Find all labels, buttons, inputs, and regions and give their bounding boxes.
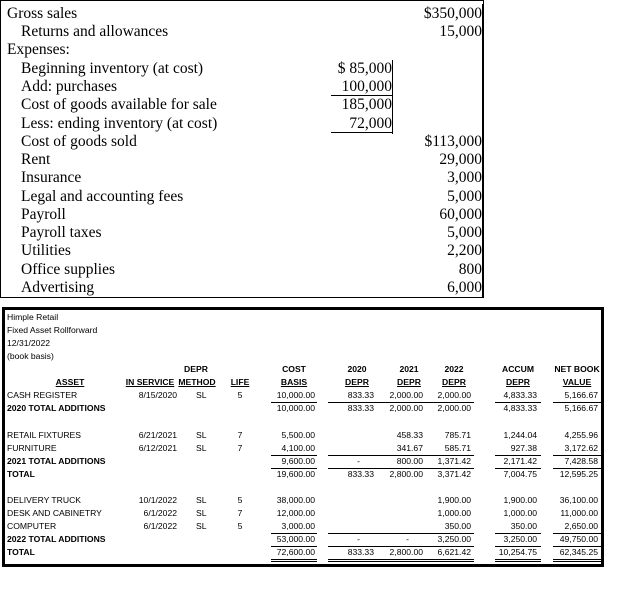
header-cost-top: COST <box>282 364 306 374</box>
header-2020-top: 2020 <box>347 364 367 374</box>
total-label: TOTAL <box>7 469 35 479</box>
advertising-label: Advertising <box>21 279 95 296</box>
cost-basis: 5,500.00 <box>281 430 315 440</box>
asset-name: COMPUTER <box>7 521 57 531</box>
gross-sales-amount: $350,000 <box>423 5 482 22</box>
report-date: 12/31/2022 <box>7 338 51 348</box>
depr-2022: 350.00 <box>444 521 471 531</box>
depr-2021: 2,800.00 <box>389 547 423 557</box>
depr-2022: 585.71 <box>444 443 471 453</box>
rent-amount: 29,000 <box>439 151 482 168</box>
utilities-amount: 2,200 <box>447 242 482 259</box>
asset-name: DELIVERY TRUCK <box>7 495 82 505</box>
depr-2021: - <box>406 534 409 544</box>
accum-depr: 10,254.75 <box>498 547 537 557</box>
life: 5 <box>237 390 243 400</box>
depr-2020: 833.33 <box>347 390 374 400</box>
net-book-value: 5,166.67 <box>564 403 598 413</box>
net-book-value: 5,166.67 <box>564 390 598 400</box>
purchases-amount: 100,000 <box>331 78 392 96</box>
net-book-value: 2,650.00 <box>564 521 598 531</box>
depr-2022: 1,371.42 <box>437 456 471 466</box>
method: SL <box>196 495 207 505</box>
header-life: LIFE <box>230 377 250 387</box>
method: SL <box>196 508 207 518</box>
header-2022: DEPR <box>442 377 466 387</box>
life: 7 <box>237 430 243 440</box>
depr-2020: - <box>357 456 360 466</box>
depr-2020: - <box>357 534 360 544</box>
net-book-value: 3,172.62 <box>564 443 598 453</box>
office-supplies-amount: 800 <box>458 261 482 278</box>
legal-amount: 5,000 <box>447 188 482 205</box>
subtotal-label: 2020 TOTAL ADDITIONS <box>7 403 106 413</box>
header-2021: DEPR <box>397 377 421 387</box>
header-2021-top: 2021 <box>399 364 419 374</box>
method: SL <box>196 443 207 453</box>
report-basis: (book basis) <box>7 351 54 361</box>
cost-basis: 72,600.00 <box>276 547 315 557</box>
accum-depr: 927.38 <box>510 443 537 453</box>
purchases-label: Add: purchases <box>21 78 117 95</box>
method: SL <box>196 390 207 400</box>
depr-2020: 833.33 <box>347 469 374 479</box>
accum-depr: 2,171.42 <box>503 456 537 466</box>
payroll-taxes-amount: 5,000 <box>447 224 482 241</box>
ending-inventory-amount: 72,000 <box>331 115 392 133</box>
double-underline <box>328 559 474 562</box>
depr-2021: 2,000.00 <box>389 390 423 400</box>
net-book-value: 36,100.00 <box>559 495 598 505</box>
gross-sales-label: Gross sales <box>7 5 78 22</box>
subtotal-label: 2021 TOTAL ADDITIONS <box>7 456 106 466</box>
expenses-label: Expenses: <box>7 41 70 58</box>
in-service-date: 8/15/2020 <box>138 390 177 400</box>
header-method: METHOD <box>178 377 216 387</box>
fixed-asset-rollforward <box>2 307 604 567</box>
header-asset: ASSET <box>55 377 85 387</box>
utilities-label: Utilities <box>21 242 71 259</box>
available-amount: 185,000 <box>341 96 392 113</box>
accum-depr: 4,833.33 <box>503 390 537 400</box>
depr-2022: 3,250.00 <box>437 534 471 544</box>
depr-2020: 833.33 <box>347 403 374 413</box>
header-nbv-top: NET BOOK <box>554 364 600 374</box>
net-book-value: 12,595.25 <box>559 469 598 479</box>
in-service-date: 6/1/2022 <box>143 508 177 518</box>
net-book-value: 4,255.96 <box>564 430 598 440</box>
rent-label: Rent <box>21 151 51 168</box>
in-service-date: 6/1/2022 <box>143 521 177 531</box>
cost-basis: 10,000.00 <box>276 390 315 400</box>
life: 5 <box>237 495 243 505</box>
header-accum: DEPR <box>506 377 530 387</box>
header-2020: DEPR <box>345 377 369 387</box>
legal-label: Legal and accounting fees <box>21 188 184 205</box>
insurance-label: Insurance <box>21 169 82 186</box>
depr-2022: 1,900.00 <box>437 495 471 505</box>
cost-basis: 19,600.00 <box>276 469 315 479</box>
cogs-amount: $113,000 <box>424 133 482 150</box>
payroll-label: Payroll <box>21 206 66 223</box>
header-in-service: IN SERVICE <box>125 377 175 387</box>
depr-2022: 1,000.00 <box>437 508 471 518</box>
depr-2022: 2,000.00 <box>437 390 471 400</box>
accum-depr: 3,250.00 <box>503 534 537 544</box>
returns-amount: 15,000 <box>439 23 482 40</box>
depr-2021: 458.33 <box>396 430 423 440</box>
method: SL <box>196 521 207 531</box>
accum-depr: 1,900.00 <box>503 495 537 505</box>
life: 7 <box>237 508 243 518</box>
accum-depr: 7,004.75 <box>503 469 537 479</box>
subtotal-label: 2022 TOTAL ADDITIONS <box>7 534 106 544</box>
payroll-amount: 60,000 <box>439 206 482 223</box>
in-service-date: 10/1/2022 <box>138 495 177 505</box>
header-2022-top: 2022 <box>444 364 464 374</box>
depr-2022: 6,621.42 <box>437 547 471 557</box>
office-supplies-label: Office supplies <box>21 261 115 278</box>
available-label: Cost of goods available for sale <box>21 96 217 113</box>
column-divider <box>482 4 483 298</box>
asset-name: DESK AND CABINETRY <box>7 508 102 518</box>
cost-basis: 38,000.00 <box>276 495 315 505</box>
depr-2021: 2,800.00 <box>389 469 423 479</box>
cost-basis: 10,000.00 <box>276 403 315 413</box>
advertising-amount: 6,000 <box>447 279 482 296</box>
total-label: TOTAL <box>7 547 35 557</box>
accum-depr: 1,244.04 <box>503 430 537 440</box>
depr-2022: 2,000.00 <box>437 403 471 413</box>
report-title: Fixed Asset Rollforward <box>7 325 98 335</box>
insurance-amount: 3,000 <box>447 169 482 186</box>
asset-name: CASH REGISTER <box>7 390 78 400</box>
double-underline <box>553 559 601 562</box>
accum-depr: 350.00 <box>510 521 537 531</box>
depr-2021: 800.00 <box>396 456 423 466</box>
returns-label: Returns and allowances <box>21 23 169 40</box>
cost-basis: 9,600.00 <box>281 456 315 466</box>
cost-basis: 53,000.00 <box>276 534 315 544</box>
beginning-inventory-amount: $ 85,000 <box>337 60 392 77</box>
cost-basis: 4,100.00 <box>281 443 315 453</box>
in-service-date: 6/12/2021 <box>138 443 177 453</box>
beginning-inventory-label: Beginning inventory (at cost) <box>21 60 204 77</box>
life: 5 <box>237 521 243 531</box>
depr-2022: 3,371.42 <box>437 469 471 479</box>
double-underline <box>495 559 541 562</box>
header-nbv: VALUE <box>562 377 592 387</box>
net-book-value: 62,345.25 <box>559 547 598 557</box>
header-cost: BASIS <box>280 377 308 387</box>
method: SL <box>196 430 207 440</box>
in-service-date: 6/21/2021 <box>138 430 177 440</box>
header-depr-top: DEPR <box>184 364 208 374</box>
payroll-taxes-label: Payroll taxes <box>21 224 102 241</box>
accum-depr: 1,000.00 <box>503 508 537 518</box>
double-underline <box>271 559 317 562</box>
depr-2021: 2,000.00 <box>389 403 423 413</box>
ending-inventory-label: Less: ending inventory (at cost) <box>21 115 218 132</box>
asset-name: RETAIL FIXTURES <box>7 430 82 440</box>
cogs-label: Cost of goods sold <box>21 133 137 150</box>
depr-2020: 833.33 <box>347 547 374 557</box>
depr-2021: 341.67 <box>396 443 423 453</box>
income-statement <box>0 0 484 298</box>
asset-name: FURNITURE <box>7 443 57 453</box>
accum-depr: 4,833.33 <box>503 403 537 413</box>
life: 7 <box>237 443 243 453</box>
header-accum-top: ACCUM <box>502 364 534 374</box>
depr-2022: 785.71 <box>444 430 471 440</box>
net-book-value: 7,428.58 <box>564 456 598 466</box>
net-book-value: 11,000.00 <box>560 508 598 518</box>
column-divider <box>392 60 393 134</box>
cost-basis: 12,000.00 <box>276 508 315 518</box>
cost-basis: 3,000.00 <box>281 521 315 531</box>
net-book-value: 49,750.00 <box>559 534 598 544</box>
company-name: Himple Retail <box>7 312 59 322</box>
